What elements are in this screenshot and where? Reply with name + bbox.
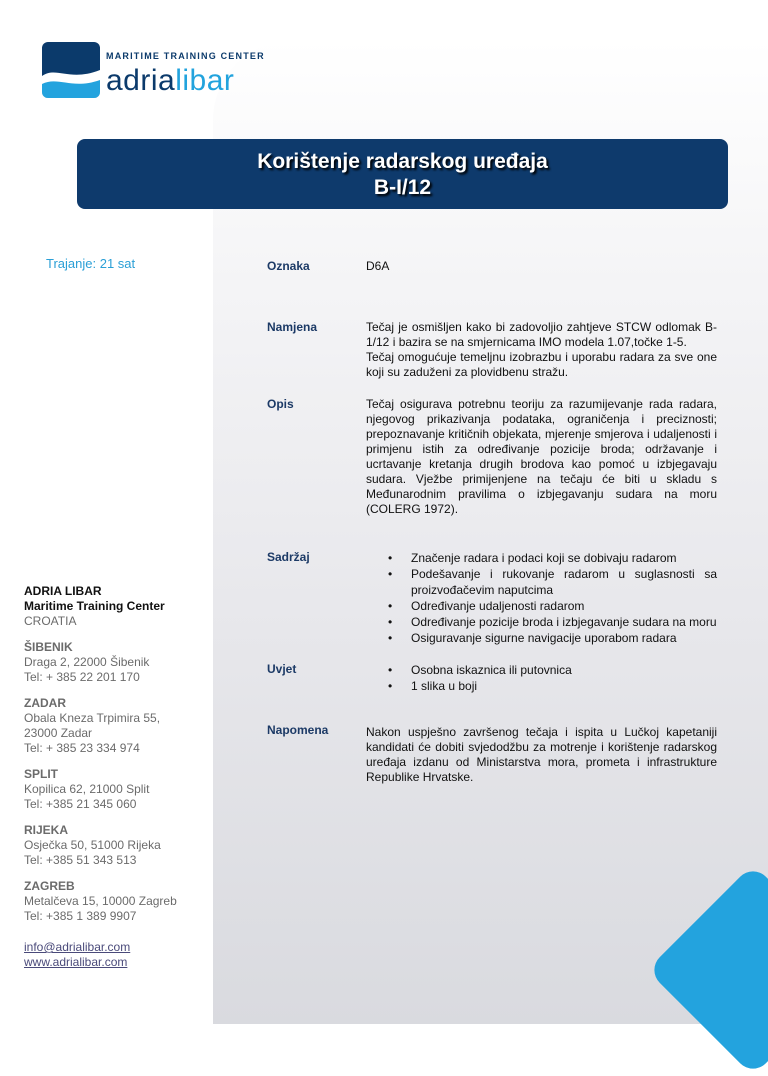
list-item: • Određivanje udaljenosti radarom <box>366 598 717 614</box>
list-item: • Podešavanje i rukovanje radarom u suglasnosti sa proizvođačevim naputcima <box>366 566 717 598</box>
course-title: Korištenje radarskog uređaja <box>257 150 548 173</box>
office-address: Osječka 50, 51000 Rijeka <box>24 838 161 852</box>
sadrzaj-label: Sadržaj <box>267 550 310 564</box>
office-phone: Tel: +385 51 343 513 <box>24 853 137 867</box>
email-link[interactable]: info@adrialibar.com <box>24 940 131 954</box>
logo-tagline: MARITIME TRAINING CENTER <box>106 51 265 61</box>
org-country: CROATIA <box>24 614 77 628</box>
logo-wordmark: adrialibar <box>106 64 235 97</box>
sadrzaj-list <box>366 550 717 646</box>
office-city: ŠIBENIK <box>24 640 73 654</box>
list-item: • Osobna iskaznica ili putovnica <box>366 662 717 678</box>
opis-label: Opis <box>267 397 294 411</box>
office-city: ZADAR <box>24 696 66 710</box>
list-item: • Određivanje pozicije broda i izbjegavanje sudara na moru <box>366 614 717 630</box>
uvjet-label: Uvjet <box>267 662 297 676</box>
list-item: • Značenje radara i podaci koji se dobivaju radarom <box>366 550 717 566</box>
namjena-label: Namjena <box>267 320 318 334</box>
namjena-paragraph: Tečaj omogućuje temeljnu izobrazbu i uporabu radara za sve one koji su zaduženi za plovidbenu stražu. <box>366 350 717 379</box>
namjena-paragraph: Tečaj je osmišljen kako bi zadovoljio zahtjeve STCW odlomak B-1/12 i bazira se na smjernicama IMO modela 1.07,točke 1-5. <box>366 320 717 349</box>
wave-logo-icon <box>42 42 100 98</box>
oznaka-label: Oznaka <box>267 259 310 273</box>
list-item: • 1 slika u boji <box>366 678 717 694</box>
napomena-value: Nakon uspješno završenog tečaja i ispita u Lučkoj kapetaniji kandidati će dobiti svjedodžbu za motrenje i korištenje radarskog uređaja izdanu od Ministarstva mora, prometa i infrastrukture Republike Hrvatske. <box>366 725 717 784</box>
opis-value: Tečaj osigurava potrebnu teoriju za razumijevanje rada radara, njegovog prikazivanja podataka, ograničenja i preciznosti; prepoznavanje kritičnih objekata, mjerenje smjerova i udaljenosti i primjenu istih za određivanje pozicije broda; održavanje i ucrtavanje kretanja drugih brodova kao pomoć u izbjegavaju sudara. Vježbe primijenjene na tečaju će biti u skladu s Međunarodnim pravilima o izbjegavanju sudara na moru (COLERG 1972). <box>366 397 717 516</box>
office-city: ZAGREB <box>24 879 75 893</box>
oznaka-value: D6A <box>366 259 390 273</box>
list-item: • Osiguravanje sigurne navigacije uporabom radara <box>366 630 717 646</box>
course-code: B-I/12 <box>373 176 432 199</box>
office-address: Draga 2, 22000 Šibenik <box>24 655 150 669</box>
office-address: Obala Kneza Trpimira 55, <box>24 711 161 725</box>
contact-block <box>24 584 214 970</box>
org-name: ADRIA LIBAR <box>24 584 102 598</box>
office-city: SPLIT <box>24 767 59 781</box>
office-phone: Tel: + 385 23 334 974 <box>24 741 140 755</box>
uvjet-list <box>366 662 717 694</box>
office-address: Kopilica 62, 21000 Split <box>24 782 150 796</box>
course-duration: Trajanje: 21 sat <box>46 256 136 271</box>
office-city: RIJEKA <box>24 823 69 837</box>
website-link[interactable]: www.adrialibar.com <box>24 955 128 969</box>
office-address: Metalčeva 15, 10000 Zagreb <box>24 894 177 908</box>
napomena-label: Napomena <box>267 723 329 737</box>
office-phone: Tel: +385 21 345 060 <box>24 797 137 811</box>
sadrzaj-list-container <box>366 550 717 646</box>
uvjet-list-container <box>366 662 717 694</box>
office-phone: Tel: +385 1 389 9907 <box>24 909 137 923</box>
office-phone: Tel: + 385 22 201 170 <box>24 670 140 684</box>
course-title-banner <box>77 139 728 209</box>
company-logo <box>42 42 282 102</box>
namjena-value <box>366 320 717 380</box>
org-subtitle: Maritime Training Center <box>24 599 165 613</box>
office-address: 23000 Zadar <box>24 726 93 740</box>
